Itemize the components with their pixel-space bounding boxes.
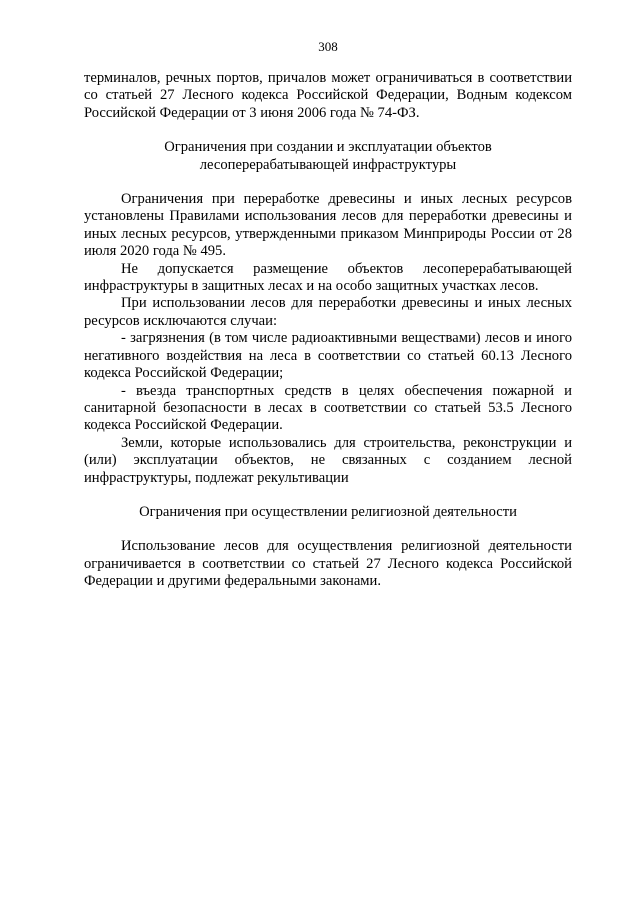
paragraph-restrictions-rules: Ограничения при переработке древесины и иных лесных ресурсов установлены Правилами использования лесов для переработки древесины и иных лесных ресурсов, утвержденными приказом Минприроды России от 28 июля 2020 года № 495. [84, 191, 572, 260]
paragraph-recultivation: Земли, которые использовались для строительства, реконструкции и (или) эксплуатации объектов, не связанных с созданием лесной инфраструктуры, подлежат рекультивации [84, 434, 572, 486]
page-number: 308 [318, 39, 338, 54]
section-heading-line-2: лесоперерабатывающей инфраструктуры [199, 156, 457, 173]
section-heading-religious: Ограничения при осуществлении религиозной деятельности [139, 503, 517, 520]
paragraph-placement-prohibited: Не допускается размещение объектов лесоперерабатывающей инфраструктуры в защитных лесах и на особо защитных участках лесов. [84, 260, 572, 295]
paragraph-excluded-cases: При использовании лесов для переработки древесины и иных лесных ресурсов исключаются случаи: [84, 295, 572, 329]
list-item-vehicle-entry: - въезда транспортных средств в целях обеспечения пожарной и санитарной безопасности в лесах в соответствии со статьей 53.5 Лесного кодекса Российской Федерации. [84, 382, 572, 434]
paragraph-religious-use: Использование лесов для осуществления религиозной деятельности ограничивается в соответствии со статьей 27 Лесного кодекса Российской Федерации и другими федеральными законами. [84, 538, 572, 590]
intro-paragraph: терминалов, речных портов, причалов может ограничиваться в соответствии со статьей 27 Лесного кодекса Российской Федерации, Водным кодексом Российской Федерации от 3 июня 2006 года № 74-ФЗ. [84, 70, 572, 121]
section-heading-line-1: Ограничения при создании и эксплуатации объектов [164, 139, 492, 156]
section-heading-lesopererabatyvayushchaya [84, 139, 572, 174]
document-body [84, 70, 572, 591]
list-item-pollution: - загрязнения (в том числе радиоактивными веществами) лесов и иного негативного воздействия на леса в соответствии со статьей 60.13 Лесного кодекса Российской Федерации; [84, 330, 572, 382]
